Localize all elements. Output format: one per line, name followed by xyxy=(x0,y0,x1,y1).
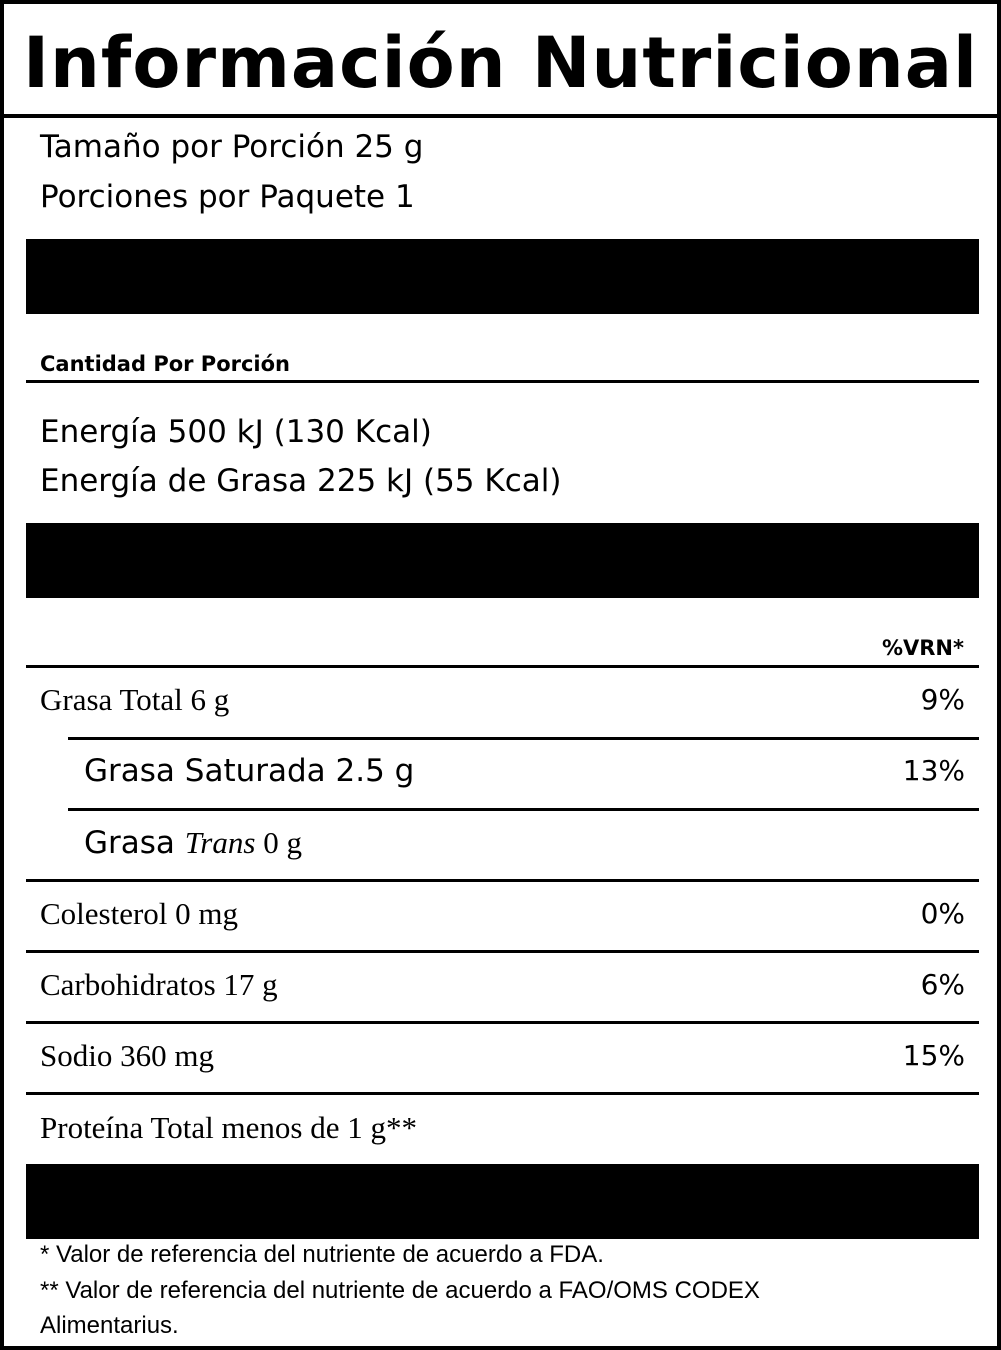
page-title: Información Nutricional xyxy=(23,22,978,104)
thick-divider-bar xyxy=(26,523,979,598)
nutrient-label-italic: Trans xyxy=(184,825,256,860)
nutrient-percent: 9% xyxy=(920,683,965,716)
thick-divider-bar xyxy=(26,239,979,314)
nutrient-label: Proteína Total menos de 1 g** xyxy=(40,1110,417,1145)
nutrient-percent: 0% xyxy=(920,897,965,930)
nutrient-row-protein xyxy=(26,1095,979,1165)
nutrient-label: Colesterol 0 mg xyxy=(40,896,239,931)
nutrient-label: Grasa Total 6 g xyxy=(40,682,230,717)
thick-divider-bar xyxy=(26,1164,979,1239)
energy-total xyxy=(40,412,432,452)
energy-from-fat-text: Energía de Grasa 225 kJ (55 Kcal) xyxy=(40,463,562,499)
amount-per-serving-label: Cantidad Por Porción xyxy=(40,352,291,376)
divider-rule xyxy=(26,380,979,383)
energy-from-fat xyxy=(40,461,561,501)
footnote-fda: * Valor de referencia del nutriente de acuerdo a FDA. xyxy=(40,1241,604,1268)
nutrient-label: Grasa Saturada 2.5 g xyxy=(84,753,415,789)
nutrient-row-trans-fat xyxy=(26,810,979,880)
nutrient-label-prefix: Grasa xyxy=(84,825,185,861)
serving-size: Tamaño por Porción 25 g xyxy=(40,129,424,165)
nutrient-label: Carbohidratos 17 g xyxy=(40,967,278,1002)
nutrient-percent: 13% xyxy=(902,754,965,787)
vrn-column-header: %VRN* xyxy=(881,636,964,660)
nutrient-row-cholesterol xyxy=(26,881,979,951)
nutrient-row-total-fat xyxy=(26,667,979,737)
nutrient-row-carbohydrates xyxy=(26,952,979,1022)
footnote-codex: ** Valor de referencia del nutriente de acuerdo a FAO/OMS CODEX xyxy=(40,1277,760,1304)
nutrient-label xyxy=(84,823,302,863)
energy-total-text: Energía 500 kJ (130 Kcal) xyxy=(40,414,432,450)
nutrient-row-sodium xyxy=(26,1023,979,1093)
nutrient-row-saturated-fat xyxy=(26,738,979,808)
title-divider xyxy=(4,114,997,118)
nutrient-label-suffix: 0 g xyxy=(255,825,302,860)
nutrient-label: Sodio 360 mg xyxy=(40,1038,214,1073)
footnote-codex-continued: Alimentarius. xyxy=(40,1312,179,1339)
nutrient-percent: 6% xyxy=(920,968,965,1001)
servings-per-package: Porciones por Paquete 1 xyxy=(40,179,415,215)
nutrient-percent: 15% xyxy=(902,1039,965,1072)
